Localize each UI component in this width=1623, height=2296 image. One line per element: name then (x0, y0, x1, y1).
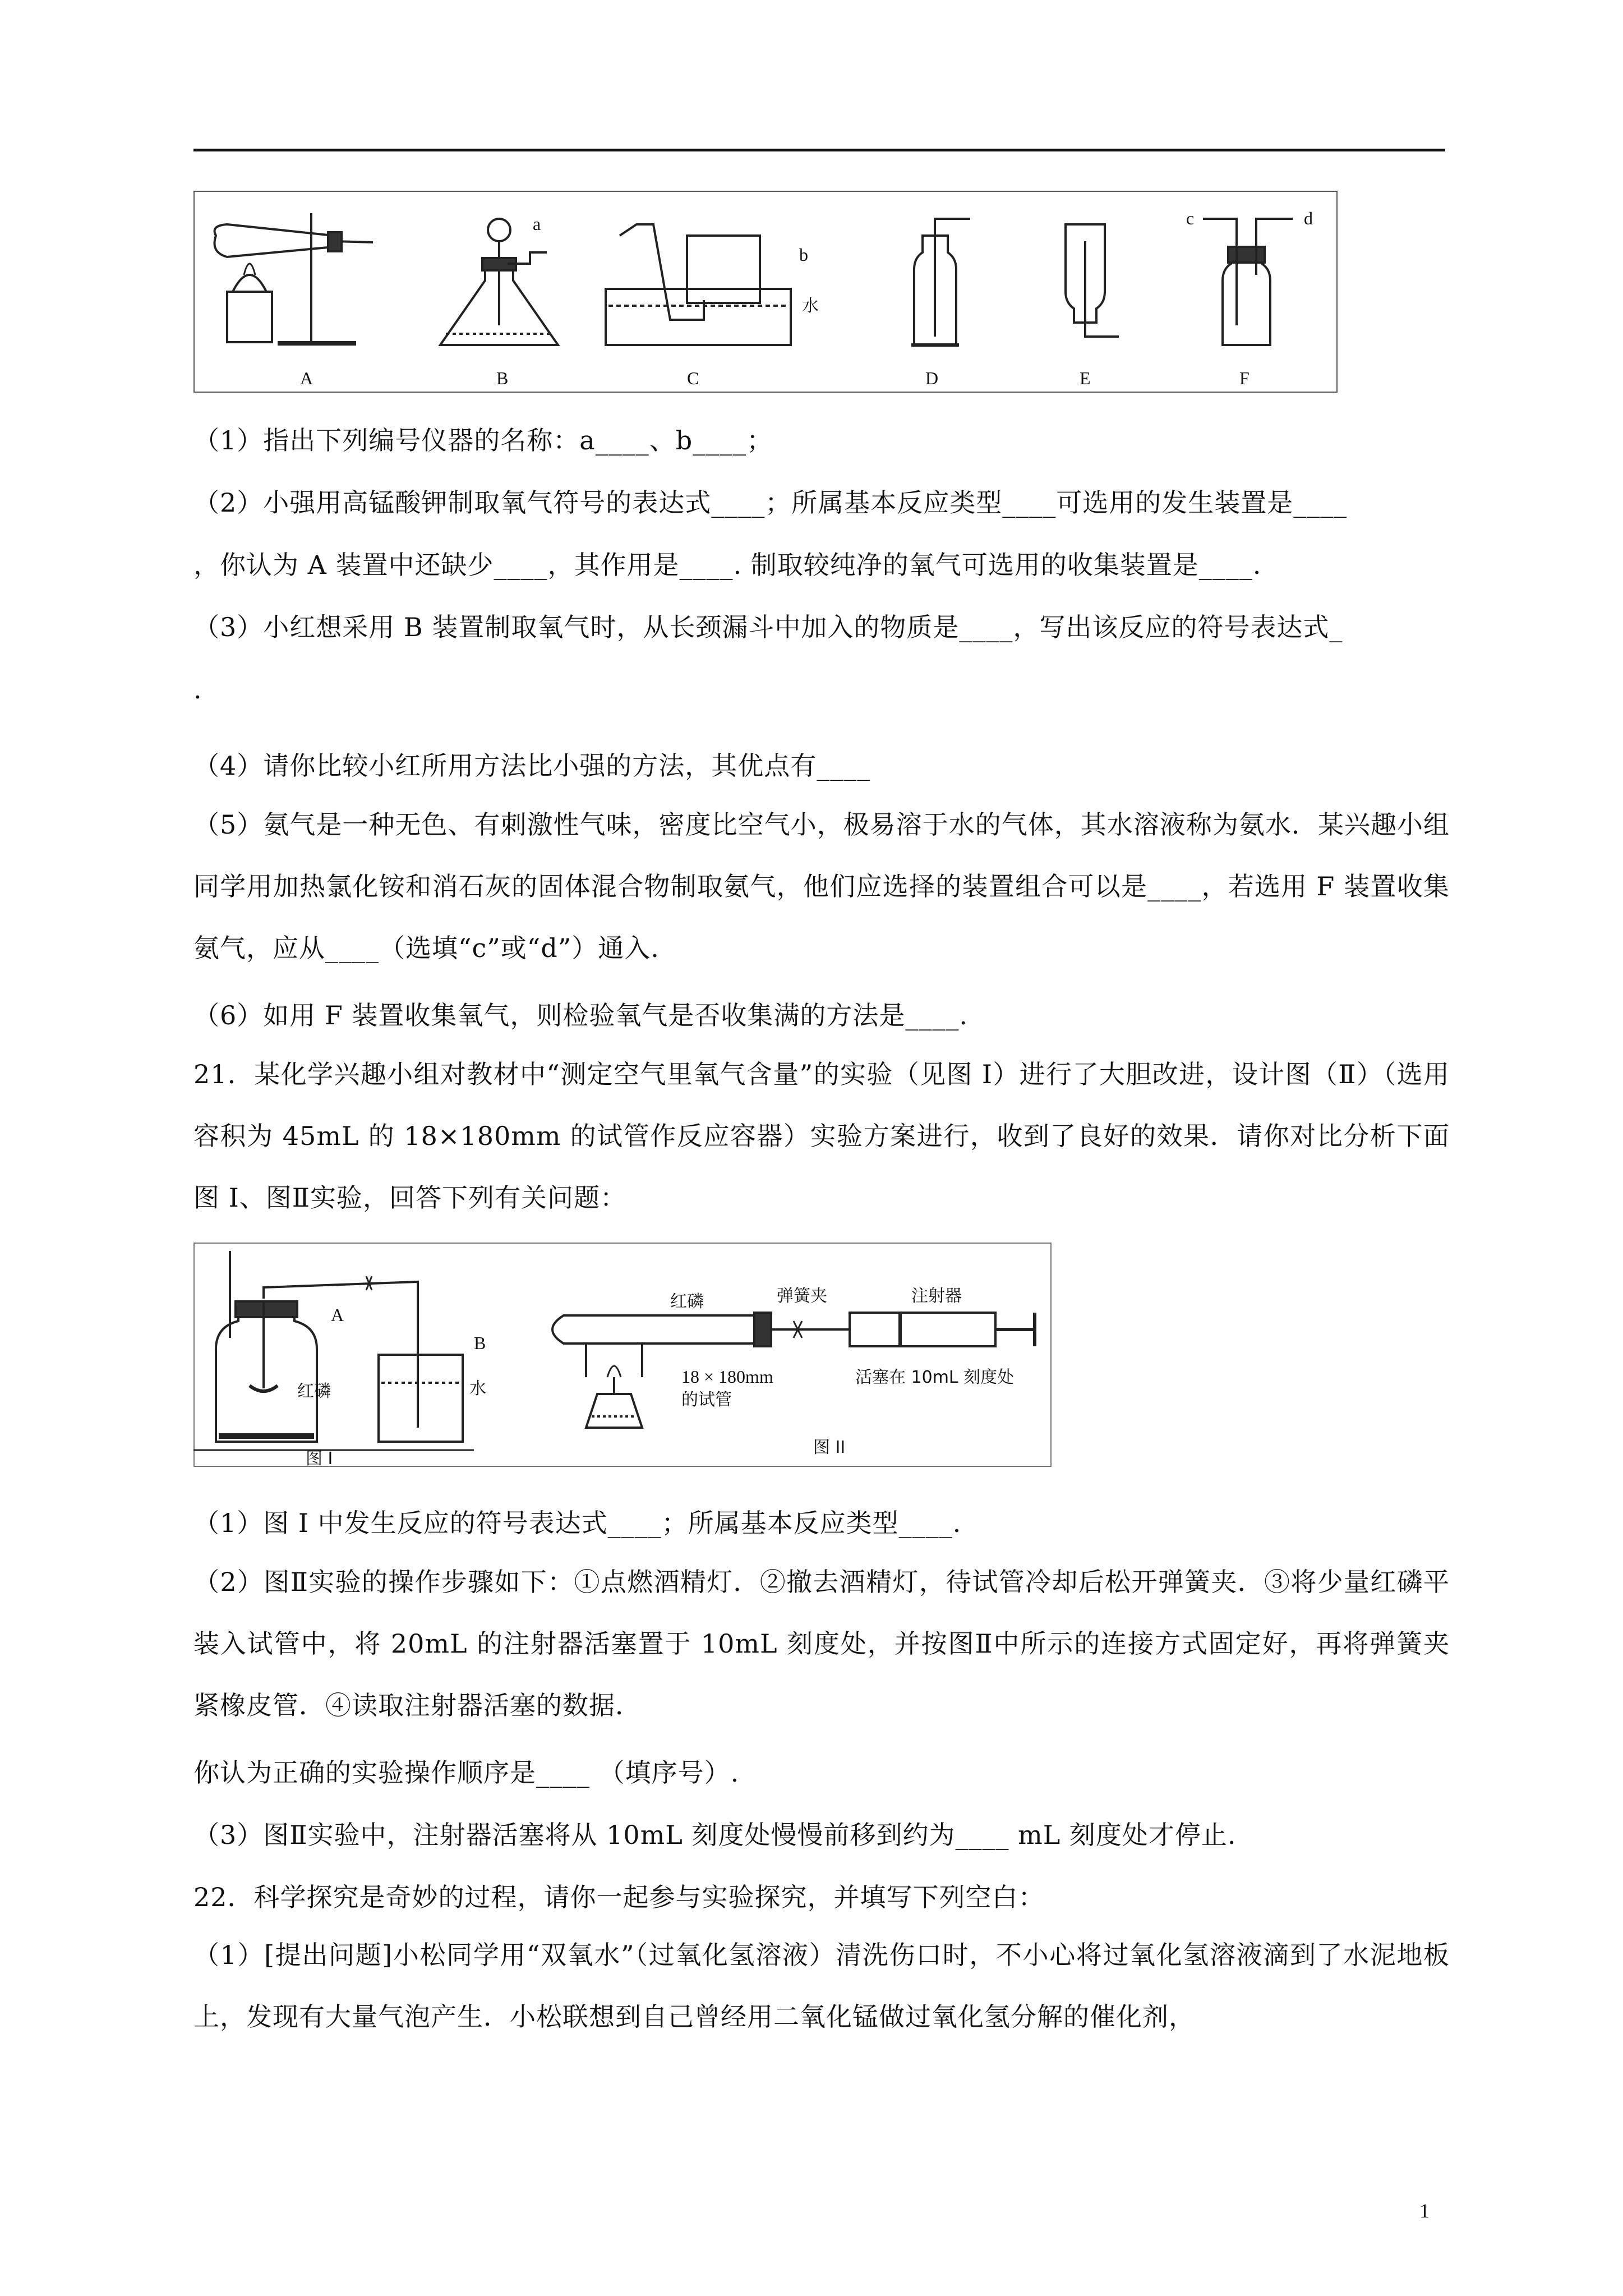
experiment-drawing (193, 1243, 1052, 1467)
fig2-label-syringe: 注射器 (911, 1286, 962, 1306)
experiment-figure (193, 1243, 1052, 1467)
label-b-apparatus: B (496, 368, 509, 388)
apparatus-f (1203, 219, 1293, 345)
fig1-apparatus (216, 1251, 463, 1442)
apparatus-c (606, 224, 791, 345)
page-number: 1 (1419, 2200, 1430, 2222)
apparatus-e (1066, 224, 1119, 337)
q20-part4: （4）请你比较小红所用方法比小强的方法，其优点有____ (193, 751, 871, 781)
header-rule (193, 149, 1445, 151)
apparatus-a (215, 213, 374, 343)
fig1-label-a: A (331, 1305, 344, 1325)
callout-a: a (533, 214, 541, 234)
label-a-apparatus: A (300, 368, 313, 388)
label-d-apparatus: D (925, 368, 939, 388)
fig2-label-spring-clip: 弹簧夹 (777, 1286, 827, 1306)
q20-part6: （6）如用 F 装置收集氧气，则检验氧气是否收集满的方法是____. (193, 1000, 969, 1030)
callout-c: c (1186, 208, 1195, 228)
fig2-label-red-phosphorus: 红磷 (670, 1292, 704, 1312)
q21-part1: （1）图 I 中发生反应的符号表达式____；所属基本反应类型____. (193, 1508, 962, 1538)
fig1-label-red-phosphorus: 红磷 (297, 1382, 331, 1401)
apparatus-b (440, 219, 558, 345)
label-f-apparatus: F (1239, 368, 1249, 388)
fig2-caption: 图 II (813, 1438, 846, 1457)
callout-d: d (1304, 208, 1313, 228)
q20-part5: （5）氨气是一种无色、有刺激性气味，密度比空气小，极易溶于水的气体，其水溶液称为氨水．某兴趣小组同学用加热氯化铵和消石灰的固体混合物制取氨气，他们应选择的装置组合可以是____，若选用 F 装置收集氨气，应从____（选填“c”或“d”）通入. (193, 809, 1450, 963)
label-c-apparatus: C (687, 368, 699, 388)
label-e-apparatus: E (1080, 368, 1091, 388)
q22-part1: （1）[提出问题]小松同学用“双氧水”（过氧化氢溶液）清洗伤口时，不小心将过氧化氢溶液滴到了水泥地板上，发现有大量气泡产生．小松联想到自己曾经用二氧化锰做过氧化氢分解的催化剂， (193, 1940, 1450, 2032)
fig1-label-water: 水 (469, 1379, 486, 1398)
fig1-caption: 图 I (306, 1449, 333, 1467)
q20-part2-line2: ，你认为 A 装置中还缺少____，其作用是____. 制取较纯净的氧气可选用的收集装置是____. (193, 550, 1262, 580)
q21-part3: （3）图Ⅱ实验中，注射器活塞将从 10mL 刻度处慢慢前移到约为____ mL 刻度处才停止. (193, 1820, 1237, 1850)
apparatus-drawing (193, 191, 1338, 393)
callout-water: 水 (802, 296, 819, 316)
fig2-label-piston: 活塞在 10mL 刻度处 (855, 1368, 1015, 1387)
fig2-label-tube-size: 18 × 180mm (681, 1366, 773, 1387)
q20-part3-line1: （3）小红想采用 B 装置制取氧气时，从长颈漏斗中加入的物质是____，写出该反应的符号表达式_ (193, 612, 1343, 642)
q20-part3-line2: . (193, 674, 202, 705)
q21-intro: 21．某化学兴趣小组对教材中“测定空气里氧气含量”的实验（见图 I）进行了大胆改进，设计图（Ⅱ）（选用容积为 45mL 的 18×180mm 的试管作反应容器）实验方案进行，收到了良好的效果．请你对比分析下面图 I、图Ⅱ实验，回答下列有关问题： (193, 1059, 1450, 1213)
apparatus-figure (193, 191, 1338, 393)
q21-part2: （2）图Ⅱ实验的操作步骤如下：①点燃酒精灯．②撤去酒精灯，待试管冷却后松开弹簧夹．③将少量红磷平装入试管中，将 20mL 的注射器活塞置于 10mL 刻度处，并按图Ⅱ中所示的连接方式固定好，再将弹簧夹紧橡皮管．④读取注射器活塞的数据． (193, 1567, 1450, 1720)
q21-part2-order: 你认为正确的实验操作顺序是____ （填序号）. (193, 1757, 740, 1788)
fig2-label-tube: 的试管 (681, 1390, 732, 1410)
q20-part2-line1: （2）小强用高锰酸钾制取氧气符号的表达式____；所属基本反应类型____可选用的发生装置是____ (193, 487, 1348, 518)
fig1-label-b: B (474, 1333, 486, 1353)
callout-b: b (799, 245, 808, 265)
q22-intro: 22．科学探究是奇妙的过程，请你一起参与实验探究，并填写下列空白： (193, 1882, 1045, 1912)
apparatus-d (911, 219, 970, 345)
q20-part1: （1）指出下列编号仪器的名称：a____、b____； (193, 425, 773, 455)
